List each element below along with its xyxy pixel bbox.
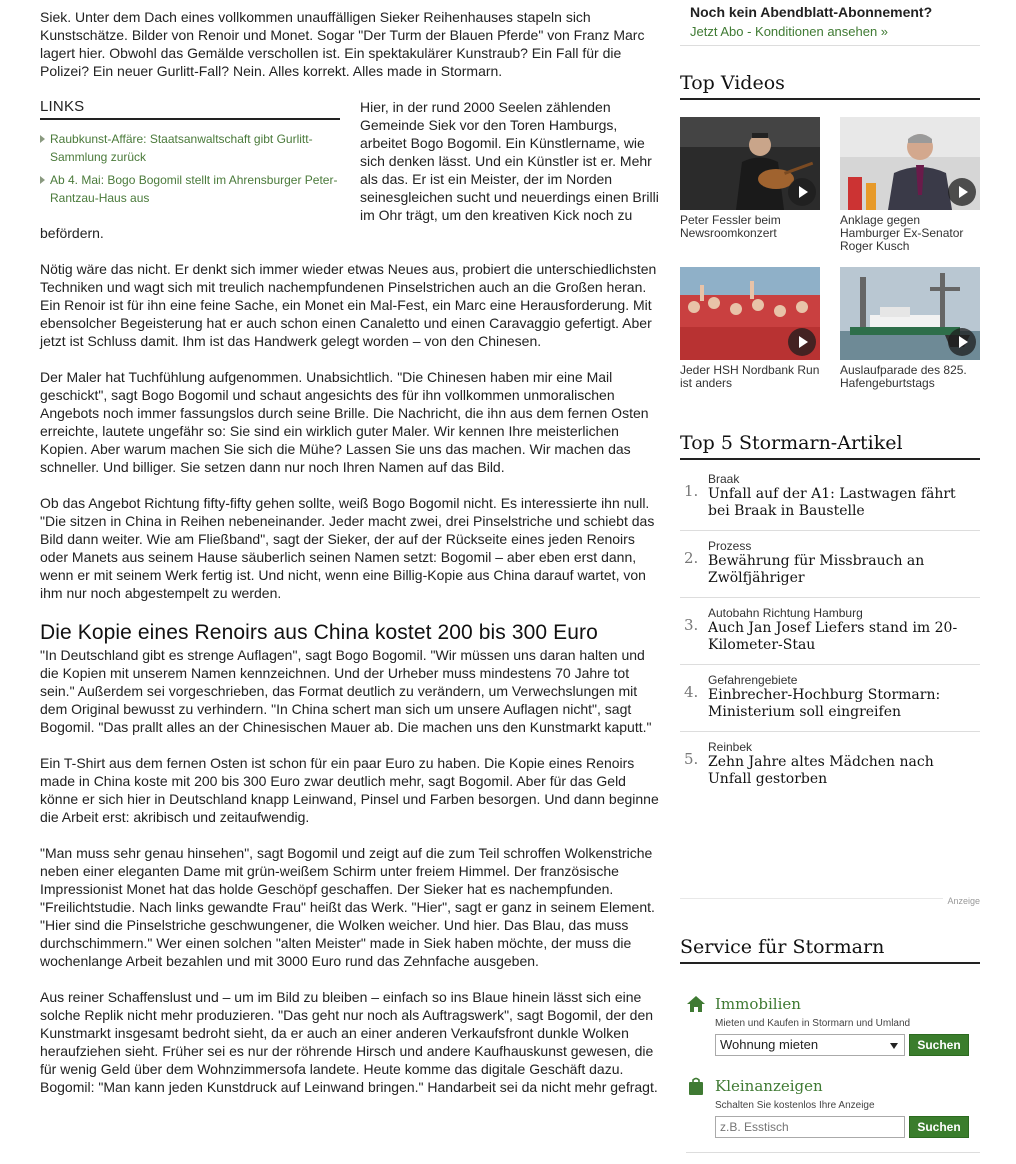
play-icon[interactable] xyxy=(788,178,816,206)
chevron-down-icon[interactable] xyxy=(890,1043,898,1049)
bag-icon xyxy=(686,1076,706,1096)
article-kicker: Autobahn Richtung Hamburg xyxy=(708,606,863,620)
sidebar xyxy=(680,0,980,1134)
links-box xyxy=(40,98,340,212)
rank-number: 5. xyxy=(684,750,699,768)
top5-item[interactable] xyxy=(680,598,980,665)
article-intro: Siek. Unter dem Dach eines vollkommen unauffälligen Sieker Reihenhauses stapeln sich Kunstschätze. Bilder von Renoir und Monet. Sogar "Der Turm der Blauen Pferde" von Franz Marc lagert hier. Obwohl das Gemälde verschollen ist. Ein spektakulärer Kunstraub? Ein Fall für die Polizei? Ein neuer Gurlitt-Fall? Nein. Alles korrekt. Alles made in Stormarn. xyxy=(40,9,645,79)
kleinanzeigen-search-input[interactable] xyxy=(715,1116,905,1138)
video-thumbnail[interactable] xyxy=(680,267,820,360)
immobilien-search-button[interactable]: Suchen xyxy=(909,1034,969,1056)
service-title: Service für Stormarn xyxy=(680,936,980,964)
abo-link[interactable]: Jetzt Abo - Konditionen ansehen » xyxy=(690,24,889,39)
video-caption[interactable]: Anklage gegen Hamburger Ex-Senator Roger Kusch xyxy=(840,213,964,253)
top5-item[interactable] xyxy=(680,464,980,531)
article-kicker: Braak xyxy=(708,472,740,486)
rank-number: 4. xyxy=(684,683,699,701)
video-thumbnail[interactable] xyxy=(840,267,980,360)
related-link-exhibition[interactable]: Ab 4. Mai: Bogo Bogomil stellt im Ahrensburger Peter-Rantzau-Haus aus xyxy=(40,171,340,207)
service-box xyxy=(680,936,980,1153)
article-headline[interactable]: Auch Jan Josef Liefers stand im 20-Kilometer-Stau xyxy=(708,620,958,653)
article-paragraph: "In Deutschland gibt es strenge Auflagen", sagt Bogo Bogomil. "Wir müssen uns daran halten und die Kopien mit unserem Namen kennzeichnen. Und der Urheber muss mindestens 70 Jahre tot sein." Außerdem sei vorgeschrieben, das Format deutlich zu verändern, um Verwechslungen mit dem Original bewusst zu verhindern. "In China schert man sich um unsere Auflagen nicht", sagt Bogomil. "Das prallt alles an der Chinesischen Mauer ab. Die machen uns den Kunstmarkt kaputt." xyxy=(40,647,652,735)
article-subheading: Die Kopie eines Renoirs aus China kostet 200 bis 300 Euro xyxy=(40,621,598,644)
select-value: Wohnung mieten xyxy=(720,1037,819,1052)
kleinanzeigen-title[interactable]: Kleinanzeigen xyxy=(715,1077,823,1095)
rank-number: 1. xyxy=(684,482,699,500)
video-item[interactable] xyxy=(840,117,980,253)
video-item[interactable] xyxy=(840,267,980,390)
article-paragraph: Hier, in der rund 2000 Seelen zählenden Gemeinde Siek vor den Toren Hamburgs, arbeitet Bogo Bogomil. Ein Künstlername, wie sich denken lässt. Und ein Künstler ist er. Mehr als das. Er ist ein Meister, der im Norden seinesgleichen sucht und neuerdings einen Brilli im Ohr trägt, um den kreativen Kick noch zu befördern. xyxy=(40,99,659,241)
ad-label: Anzeige xyxy=(943,896,980,906)
immobilien-title[interactable]: Immobilien xyxy=(715,995,801,1013)
top5-item[interactable] xyxy=(680,665,980,732)
top5-articles xyxy=(680,432,980,799)
article-headline[interactable]: Zehn Jahre altes Mädchen nach Unfall gestorben xyxy=(708,754,934,787)
top5-item[interactable] xyxy=(680,732,980,799)
article-paragraph: "Man muss sehr genau hinsehen", sagt Bogomil und zeigt auf die zum Teil schroffen Wolkenstriche neben einer eleganten Dame mit grün-weißem Schirm unter freiem Himmel. Der französische Impressionist Monet hat das holde Geschöpf geschaffen. Der Sieker hat es nachempfunden. "Freilichtstudie. Nach links gewandte Frau" heißt das Werk. "Hier", sagt er ganz in seinem Element. "Hier sind die Pinselstriche geschwungener, die Wolken weicher. Und hier. Das Blau, das muss durchschimmern." Wer einen solchen "alten Meister" made in Siek haben möchte, der muss die wochenlange Arbeit bezahlen und mit 3000 Euro rund das Zehnfache ausgeben. xyxy=(40,845,655,969)
article-paragraph: Aus reiner Schaffenslust und – um im Bild zu bleiben – einfach so ins Blaue hinein lässt sich eine solche Replik nicht mehr produzieren. "Das geht nur noch als Auftragswerk", sagt Bogomil, der den Kunstmarkt insgesamt bedroht sieht, da er auch an einer anderen Verkaufsfront dunkle Wolken heraufziehen sieht. Früher sei es nur der röhrende Hirsch und andere Kaufhauskunst gewesen, die für wenig Geld über dem Wohnzimmersofa landete. Heute komme das digitale Geschäft dazu. Bogomil: "Man kann jeden Kunstdruck auf Leinwand bringen." Handarbeit sei da nicht mehr gefragt. xyxy=(40,989,658,1095)
abo-box xyxy=(680,4,980,46)
immobilien-type-select[interactable] xyxy=(715,1034,905,1056)
video-item[interactable] xyxy=(680,117,820,253)
immobilien-search xyxy=(686,994,980,1056)
article-paragraph: Ob das Angebot Richtung fifty-fifty gehen sollte, weiß Bogo Bogomil nicht. Es interessierte ihn null. "Die sitzen in China in Reihen nebeneinander. Jeder macht zwei, drei Pinselstriche und schiebt das Bild dann weiter. Wie am Fließband", sagt der Sieker, der auf der Rückseite eines jeden Renoirs oder Manets aus seinem Hause säuberlich seinen Namen setzt: Bogomil – aber eben erst dann, wenn er mit seinem Werk fertig ist. Und nicht, wenn eine Billig-Kopie aus China darauf wartet, von ihm nur noch abgestempelt zu werden. xyxy=(40,495,655,601)
kleinanzeigen-search xyxy=(686,1076,980,1153)
divider xyxy=(686,1152,980,1153)
play-icon[interactable] xyxy=(788,328,816,356)
video-item[interactable] xyxy=(680,267,820,390)
top-videos xyxy=(680,72,980,390)
top5-title: Top 5 Stormarn-Artikel xyxy=(680,432,980,460)
article-headline[interactable]: Einbrecher-Hochburg Stormarn: Ministerium soll eingreifen xyxy=(708,687,941,720)
article-kicker: Prozess xyxy=(708,539,752,553)
article-body xyxy=(40,8,660,1114)
rank-number: 3. xyxy=(684,616,699,634)
house-icon xyxy=(686,994,706,1014)
article-paragraph: Nötig wäre das nicht. Er denkt sich immer wieder etwas Neues aus, probiert die unterschiedlichsten Techniken und wagt sich mit treulich nachempfundenen Pinselstrichen auch an die Großen heran. Ein Renoir ist für ihn eine feine Sache, ein Monet ein Mal-Fest, ein Marc eine Herausforderung. Mit ebensolcher Begeisterung hat er auch schon einen Canaletto und einen Caravaggio gefertigt. Aber jetzt ist Schluss damit. Ihm ist das Handwerk gelegt worden – von den Chinesen. xyxy=(40,261,657,349)
article-headline[interactable]: Unfall auf der A1: Lastwagen fährt bei Braak in Baustelle xyxy=(708,486,956,519)
video-caption[interactable]: Peter Fessler beim Newsroomkonzert xyxy=(680,213,781,240)
video-thumbnail[interactable] xyxy=(840,117,980,210)
immobilien-subtitle: Mieten und Kaufen in Stormarn und Umland xyxy=(715,1018,911,1029)
ad-separator xyxy=(680,896,980,906)
divider xyxy=(680,45,980,46)
video-caption[interactable]: Jeder HSH Nordbank Run ist anders xyxy=(680,363,820,390)
abo-title: Noch kein Abendblatt-Abonnement? xyxy=(690,4,933,20)
related-link-gurlitt[interactable]: Raubkunst-Affäre: Staatsanwaltschaft gibt Gurlitt-Sammlung zurück xyxy=(40,130,340,166)
article-kicker: Reinbek xyxy=(708,740,753,754)
video-caption[interactable]: Auslaufparade des 825. Hafengeburtstags xyxy=(840,363,967,390)
links-and-paragraph xyxy=(40,98,660,242)
top5-item[interactable] xyxy=(680,531,980,598)
kleinanzeigen-subtitle: Schalten Sie kostenlos Ihre Anzeige xyxy=(715,1100,875,1111)
article-headline[interactable]: Bewährung für Missbrauch an Zwölfjähriger xyxy=(708,553,925,586)
links-title: LINKS xyxy=(40,98,340,120)
article-kicker: Gefahrengebiete xyxy=(708,673,798,687)
article-paragraph: Ein T-Shirt aus dem fernen Osten ist schon für ein paar Euro zu haben. Die Kopie eines Renoirs made in China koste mit 200 bis 300 Euro zwar deutlich mehr, sagt Bogomil. Aber für das Geld könne er sich hier in Deutschland knapp Leinwand, Pinsel und Farben besorgen. Und dann beginne die Arbeit erst: akribisch und zeitaufwendig. xyxy=(40,755,659,825)
play-icon[interactable] xyxy=(948,328,976,356)
kleinanzeigen-search-button[interactable]: Suchen xyxy=(909,1116,969,1138)
play-icon[interactable] xyxy=(948,178,976,206)
top-videos-title: Top Videos xyxy=(680,72,980,100)
video-thumbnail[interactable] xyxy=(680,117,820,210)
rank-number: 2. xyxy=(684,549,699,567)
article-paragraph: Der Maler hat Tuchfühlung aufgenommen. Unabsichtlich. "Die Chinesen haben mir eine Mail geschickt", sagt Bogo Bogomil und schaut angesichts des für ihn vollkommen unmoralischen Angebots noch immer fassungslos durch seine Brille. Die Nachricht, die ihn aus dem fernen Osten erreichte, lautete ungefähr so: Sie sind ein wirklich guter Maler. Wir kennen Ihre meisterlichen Kopien. Aber warum machen Sie sich die Mühe? Lassen Sie uns das machen. Wir machen das schneller. Und billiger. Sie setzen dann nur noch Ihren Namen auf das Bild. xyxy=(40,369,649,475)
